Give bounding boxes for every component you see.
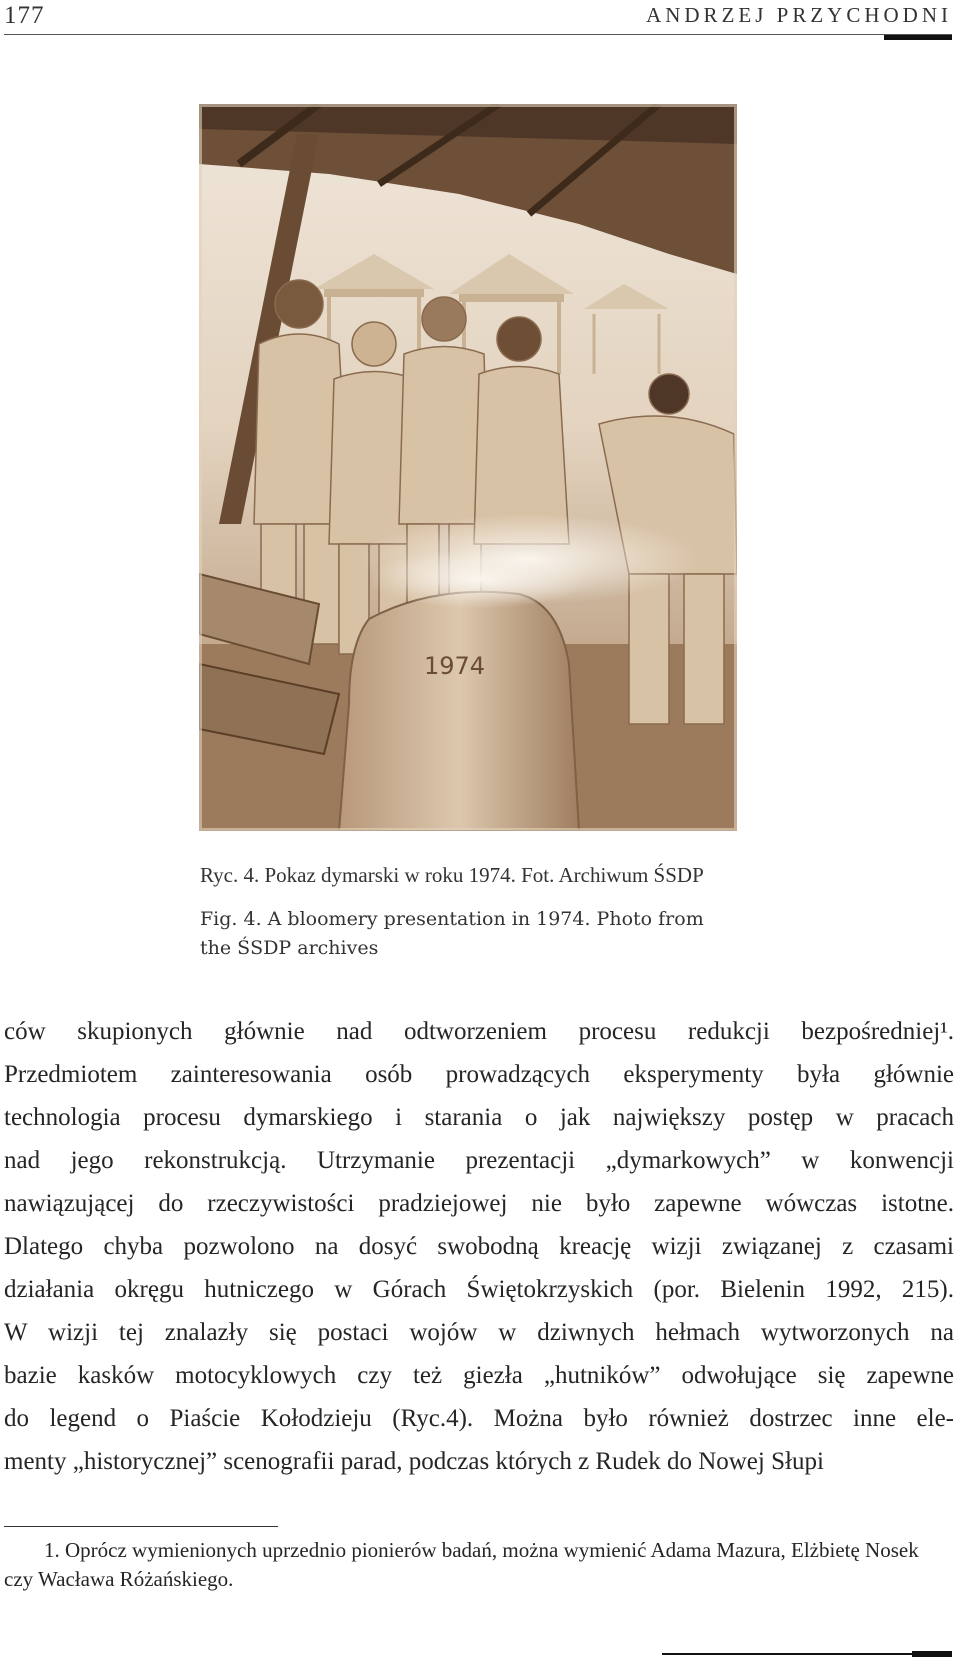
footnote-rule — [4, 1526, 278, 1527]
footnote: 1. Oprócz wymienionych uprzednio pionierów badań, można wymienić Adama Mazura, Elżbietę Nosek czy Wacława Różańskiego. — [4, 1538, 919, 1591]
body-line: W wizji tej znalazły się postaci wojów w dziwnych hełmach wytworzonych na — [4, 1319, 954, 1346]
header-bar — [884, 35, 952, 40]
footer-bar — [912, 1651, 952, 1657]
body-line: ców skupionych głównie nad odtworzeniem procesu redukcji bezpośredniej¹. — [4, 1018, 954, 1045]
page-number: 177 — [4, 2, 45, 29]
body-line: bazie kasków motocyklowych czy też giezła „hutników” odwołujące się zapewne — [4, 1362, 954, 1389]
page-header — [0, 0, 960, 40]
caption-english: Fig. 4. A bloomery presentation in 1974. Photo from the ŚSDP archives — [200, 908, 704, 959]
body-line: nad jego rekonstrukcją. Utrzymanie prezentacji „dymarkowych” w konwencji — [4, 1147, 954, 1174]
body-line: nawiązującej do rzeczywistości pradziejowej nie było zapewne wówczas istotne. — [4, 1190, 954, 1217]
furnace-inscription: 1974 — [424, 652, 486, 680]
body-paragraph — [4, 1010, 954, 1483]
figure-photo — [199, 104, 737, 831]
header-rule — [4, 34, 952, 35]
body-line: do legend o Piaście Kołodzieju (Ryc.4). Można było również dostrzec inne ele- — [4, 1405, 954, 1432]
body-line: Przedmiotem zainteresowania osób prowadzących eksperymenty była głównie — [4, 1061, 954, 1088]
footer-rule — [662, 1653, 952, 1655]
body-line: menty „historycznej” scenografii parad, podczas których z Rudek do Nowej Słupi — [4, 1448, 824, 1475]
caption-polish: Ryc. 4. Pokaz dymarski w roku 1974. Fot. Archiwum ŚSDP — [200, 863, 704, 887]
running-head: ANDRZEJ PRZYCHODNI — [646, 3, 952, 27]
body-line: Dlatego chyba pozwolono na dosyć swobodną kreację wizji związanej z czasami — [4, 1233, 954, 1260]
body-line: technologia procesu dymarskiego i starania o jak największy postęp w pracach — [4, 1104, 954, 1131]
body-line: działania okręgu hutniczego w Górach Świętokrzyskich (por. Bielenin 1992, 215). — [4, 1276, 954, 1303]
sepia-photo-illustration — [199, 104, 737, 831]
